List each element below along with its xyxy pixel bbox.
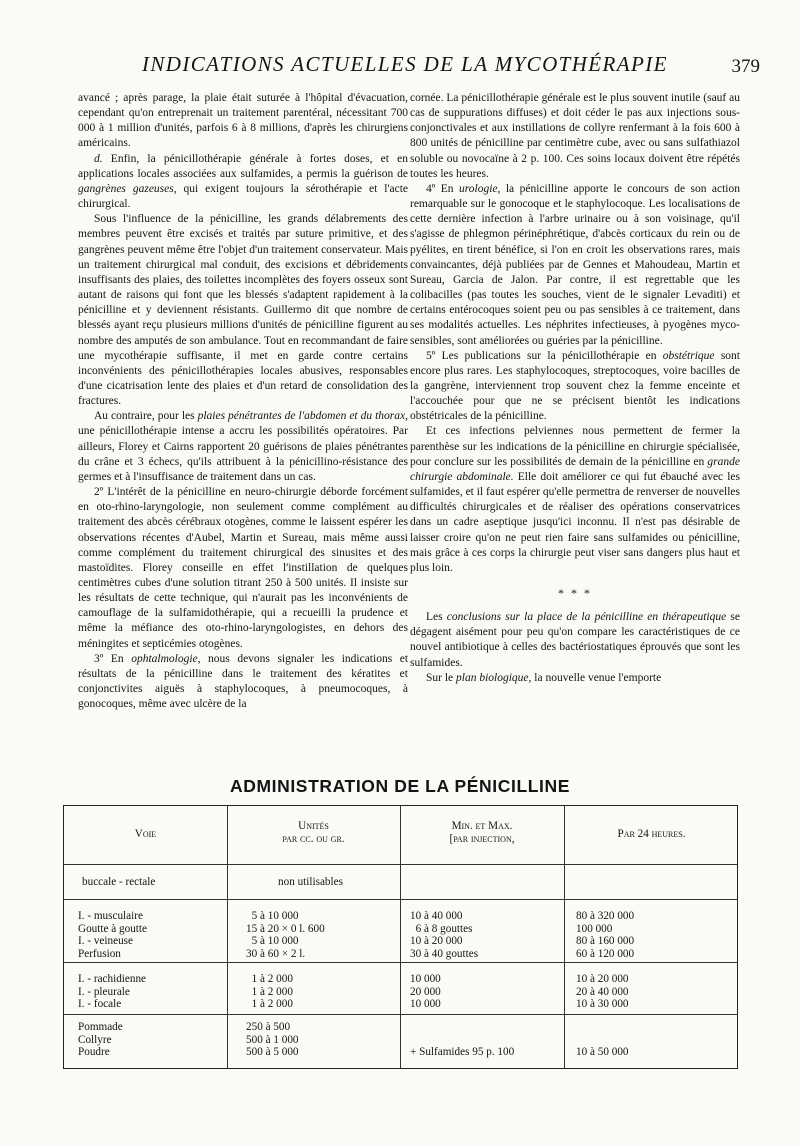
italic-term: urologie, <box>458 182 501 195</box>
paragraph <box>410 424 740 576</box>
paragraph: avancé ; après parage, la plaie était suturée à l'hôpital d'évacuation, cependant qu'on entreprenait un traitement parentéral, nécessitant 700 000 à 1 million d'unités, parfois 6 à 8 millions, d'après les chirurgiens américains. <box>78 92 408 150</box>
paragraph: cornée. La pénicillothérapie générale est le plus souvent inutile (sauf au cas de suppurations diffuses) et doit céder le pas aux injections sous-conjonctivales et aux instillations de collyre renfermant à la fois 600 à 800 unités de pénicilline par centimètre cube, avec ou sans sulfathiazol soluble ou novocaïne à 2 p. 100. Ces soins locaux doivent être répétés toutes les heures. <box>410 92 740 180</box>
paragraph <box>78 652 408 713</box>
row-divider <box>64 899 737 900</box>
text-run: Sur le <box>426 671 457 684</box>
table-title: ADMINISTRATION DE LA PÉNICILLINE <box>229 776 571 796</box>
italic-term: gangrènes gazeuses, <box>78 182 177 195</box>
paragraph <box>78 152 408 213</box>
cell-par24: 80 à 320 000 100 000 80 à 160 000 60 à 120 000 <box>576 910 635 960</box>
text-run: 3º En <box>94 652 132 665</box>
cell-minmax: 10 à 40 000 6 à 8 gouttes 10 à 20 000 30 à 40 gouttes <box>410 910 479 960</box>
text-run: Au contraire, pour les <box>94 410 198 423</box>
text-run: Enfin, la pénicillothérapie générale à fortes doses, et en applications locales associées aux sulfamides, a permis la guérison de <box>78 152 408 180</box>
cell-par24: 10 à 20 000 20 à 40 000 10 à 30 000 <box>576 973 629 1011</box>
paragraph: 2º L'intérêt de la pénicilline en neuro-chirurgie déborde forcément en oto-rhino-laryngologie, non seulement comme complément au traitement des abcès cérébraux otogènes, comme le laissent espérer les observations récentes d'Aubel, Martin et Sureau, mais même aussi comme complément du traitement chirurgical des sinusites et des mastoïdites. Florey conseille en effet l'instillation de quelques centimètres cubes d'une solution titrant 250 à 500 unités. Il insiste sur les résultats de cette technique, qui n'aurait pas les inconvénients de camouflage de la sulfamidothérapie, qui a recueilli la prudence et même la méfiance des oto-rhino-laryngologistes, en dehors des méningites et septicémies otogènes. <box>78 486 408 650</box>
header-voie: Voie <box>134 828 157 840</box>
enum-letter: d. <box>94 152 103 165</box>
text-run: Les <box>426 611 447 624</box>
cell-voie: buccale - rectale <box>82 876 156 888</box>
cell-voie: I. - musculaire Goutte à goutte I. - veineuse Perfusion <box>78 910 147 960</box>
cell-minmax: + Sulfamides 95 p. 100 <box>410 1046 515 1059</box>
asterism: * * * <box>558 586 592 600</box>
italic-term: obstétrique <box>662 349 715 362</box>
cell-voie: I. - rachidienne I. - pleurale I. - focale <box>78 973 147 1011</box>
text-run: 5º Les publications sur la pénicillothérapie en <box>426 349 663 362</box>
left-column <box>78 91 408 712</box>
header-minmax: Min. et Max. [par injection, <box>449 820 515 845</box>
italic-term: ophtalmologie, <box>131 652 201 665</box>
italic-term: grande chirurgie abdominale. <box>410 455 740 483</box>
text-run: une pénicillothérapie intense a accru les possibilités opératoires. Par ailleurs, Florey et Cairns rapportent 20 guérisons de plaies pénétrantes du crâne et 3 échecs, qu'ils attribuent à la pénicillino-résistance des germes et à l'insuffisance de traitement dans un cas. <box>78 425 408 483</box>
cell-voie: Pommade Collyre Poudre <box>78 1021 123 1059</box>
italic-term: conclusions sur la place de la pénicilline en thérapeutique <box>446 611 727 624</box>
italic-term: plan biologique, <box>456 671 532 684</box>
text-run: se dégagent aisément pour peu qu'on compare les caractéristiques de ce nouvel antibiotique à celles des bactériostatiques éprouvés que sont les sulfamides. <box>410 611 740 669</box>
cell-unites: 1 à 2 000 1 à 2 000 1 à 2 000 <box>251 973 293 1011</box>
paragraph <box>410 349 740 425</box>
cell-unites: non utilisables <box>278 876 343 888</box>
paragraph <box>410 671 740 686</box>
paragraph <box>410 610 740 671</box>
paragraph <box>410 182 740 349</box>
header-unites: Unités par cc. ou gr. <box>282 820 345 845</box>
text-run: 4º En <box>426 182 459 195</box>
paragraph <box>78 409 408 485</box>
right-column <box>410 91 740 686</box>
cell-unites: 5 à 10 000 15 à 20 × 0 l. 600 5 à 10 000 30 à 60 × 2 l. <box>246 910 325 960</box>
row-divider <box>64 864 737 865</box>
cell-minmax: 10 000 20 000 10 000 <box>410 973 441 1011</box>
text-run: qui exigent toujours la sérothérapie et l'acte chirurgical. <box>78 182 408 211</box>
text-run: Et ces infections pelviennes nous permettent de fermer la parenthèse sur les indications de la pénicilline en chirurgie spécialisée, pour conclure sur les possibilités de demain de la pénicilline en <box>410 425 740 468</box>
column-divider <box>564 806 565 1068</box>
paragraph: Sous l'influence de la pénicilline, les grands délabrements des membres peuvent être excisés et traités par suture primitive, et des gangrènes peuvent même être l'objet d'un traitement conservateur. Mais un traitement chirurgical mal conduit, des excisions et débridements insuffisants des plaies, des toilettes incomplètes des foyers osseux sont autant de raisons qui font que les blessés s'adaptent rapidement à la pénicilline et y deviennent résistants. Guillermo dit que nombre de blessés ayant reçu plusieurs millions d'unités de pénicilline figurent au nombre des amputés de son ambulance. Tout en recommandant de faire une mycothérapie suffisante, il met en garde contre certains inconvénients des pénicillothérapies locales abusives, responsables d'une cicatrisation lente des plaies et d'un retard de consolidation des fractures. <box>78 213 408 408</box>
cell-unites: 250 à 500 500 à 1 000 500 à 5 000 <box>246 1021 299 1059</box>
dosage-table <box>63 805 738 1069</box>
running-title: INDICATIONS ACTUELLES DE LA MYCOTHÉRAPIE <box>142 52 668 76</box>
page-header <box>60 52 760 88</box>
text-run: la nouvelle venue l'emporte <box>531 671 662 684</box>
page-number: 379 <box>731 56 760 77</box>
header-par24: Par 24 heures. <box>617 828 686 840</box>
text-run: sont encore plus rares. Les staphylocoques, streptocoques, voire bacilles de la gangrène, interviennent trop souvent chez la femme enceinte et l'accouchée pour que ne se précisent bientôt les indications obstétricales de la pénicilline. <box>410 349 740 423</box>
column-divider <box>400 806 401 1068</box>
row-divider <box>64 1014 737 1015</box>
cell-par24: 10 à 50 000 <box>576 1046 629 1059</box>
row-divider <box>64 962 737 963</box>
text-run: nous devons signaler les indications et résultats de la pénicilline dans le traitement des kératites et conjonctivites aiguës à staphylocoques, à pneumocoques, à gonocoques, même avec ulcère de la <box>78 652 409 711</box>
text-run: Elle doit améliorer ce qui fut ébauché avec les sulfamides, et il faut espérer qu'elle permettra de renverser de nouvelles difficultés chirurgicales et de réaliser des opérations conservatrices dans un cadre aseptique jusqu'ici inconnu. Il n'est pas désirable de laisser croire qu'on ne peut rien faire sans sulfamides ou pénicilline, mais grâce à ces corps la chirurgie peut viser sans dangers plus haut et plus loin. <box>410 470 741 574</box>
text-run: la pénicilline apporte le concours de son action remarquable sur le gonocoque et le staphylocoque. Les localisations de cette dernière infection à l'arbre urinaire ou à son voisinage, qu'il s'agisse de phlegmon périnéphrétique, d'abcès corticaux du rein ou de pyélites, en tirent bénéfice, si l'on en croit les observations rares, mais convaincantes, déjà publiées par de Gennes et Mahoudeau, Martin et Sureau, Garcia de Jalon. Par contre, il est regrettable que les colibacilles (pas toutes les souches, vient de le signaler Levaditi) et certains entérocoques soient peu ou pas sensibles à ce traitement, dans ses modalités actuelles. Les néphrites infectieuses, à pyogènes myco-sensibles, sont améliorées ou guéries par la pénicilline. <box>410 182 741 347</box>
italic-term: plaies pénétrantes de l'abdomen et du thorax, <box>197 410 408 423</box>
column-divider <box>227 806 228 1068</box>
